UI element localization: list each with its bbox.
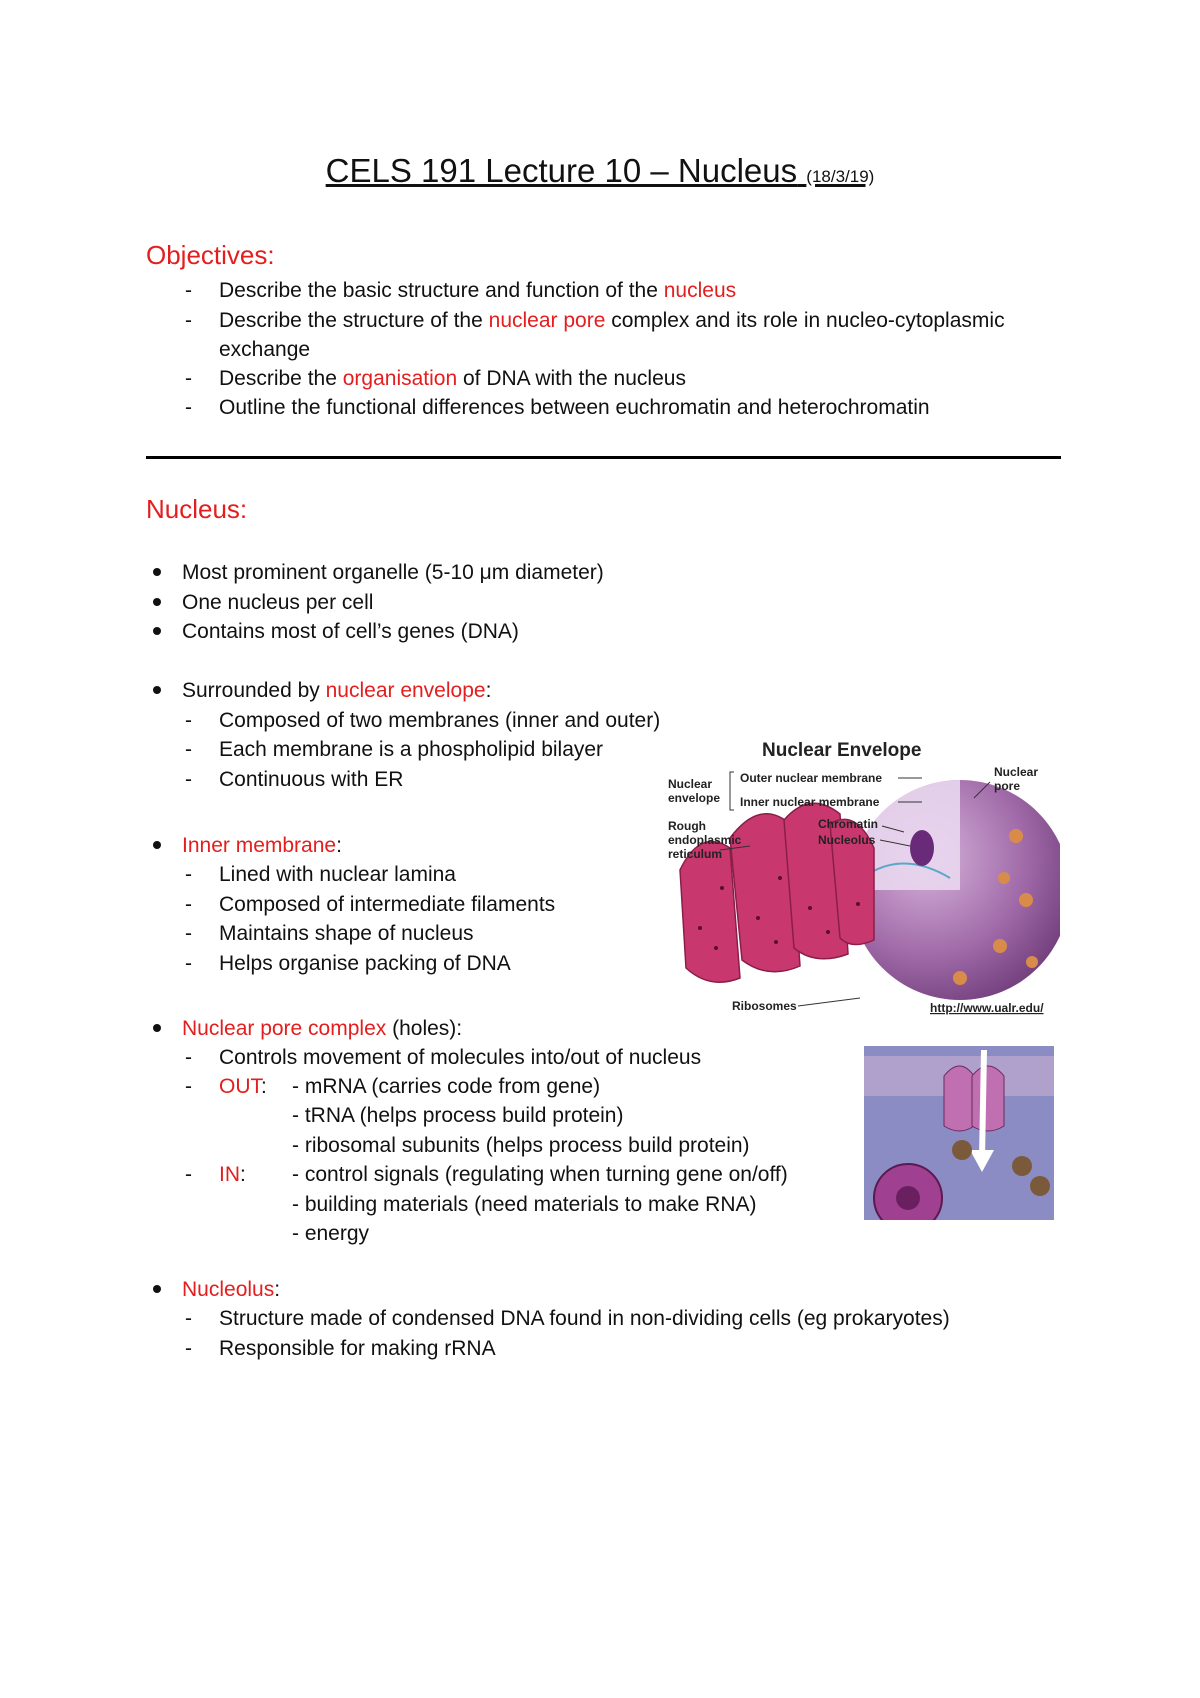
label-rough-er: endoplasmic: [668, 833, 742, 847]
bullet-dot: [153, 568, 161, 576]
label-nucleolus: Nucleolus: [818, 833, 876, 847]
sub-item: Each membrane is a phospholipid bilayer: [219, 738, 604, 761]
dash-marker: -: [185, 1046, 192, 1069]
objective-item: Describe the organisation of DNA with the nucleus: [219, 367, 686, 390]
in-item: - energy: [292, 1222, 370, 1245]
label-rough-er: Rough: [668, 819, 706, 833]
page-title: [0, 152, 1200, 190]
out-item: - ribosomal subunits (helps process build protein): [292, 1134, 750, 1157]
objectives-heading: Objectives:: [146, 240, 275, 270]
dash-marker: -: [185, 1337, 192, 1360]
out-item: - tRNA (helps process build protein): [292, 1104, 624, 1127]
pore-complex-left: [944, 1066, 974, 1131]
dash-marker: -: [185, 279, 192, 302]
figure-title: Nuclear Envelope: [762, 740, 922, 761]
dash-marker: -: [185, 863, 192, 886]
cargo-molecule: [1030, 1176, 1050, 1196]
pore-complex-right: [972, 1066, 1004, 1131]
label-nuclear-pore: Nuclear: [994, 765, 1039, 779]
sub-item: Responsible for making rRNA: [219, 1337, 496, 1360]
dash-marker: -: [185, 309, 192, 332]
title-date: (18/3/19): [806, 167, 875, 186]
dash-marker: -: [185, 1307, 192, 1330]
objective-item-continued: exchange: [219, 338, 311, 361]
cargo-molecule: [952, 1140, 972, 1160]
sub-item: Helps organise packing of DNA: [219, 952, 511, 975]
sub-item: Lined with nuclear lamina: [219, 863, 456, 886]
objective-item: Describe the basic structure and function of the nucleus: [219, 279, 737, 302]
label-chromatin: Chromatin: [818, 817, 878, 831]
dash-marker: -: [185, 1075, 192, 1098]
dash-marker: -: [185, 768, 192, 791]
bullet-item: Nucleolus:: [182, 1278, 281, 1301]
label-nuclear-envelope: envelope: [668, 791, 721, 805]
dash-marker: -: [185, 396, 192, 419]
bullet-dot: [153, 627, 161, 635]
nuclear-envelope-figure: [660, 728, 1060, 1024]
dash-marker: -: [185, 738, 192, 761]
nucleus-heading: Nucleus:: [146, 494, 248, 524]
out-item: - mRNA (carries code from gene): [292, 1075, 601, 1098]
dash-marker: -: [185, 367, 192, 390]
dash-marker: -: [185, 1163, 192, 1186]
objective-item: Describe the structure of the nuclear pore complex and its role in nucleo-cytoplasmic: [219, 309, 1005, 332]
label-rough-er: reticulum: [668, 847, 723, 861]
sub-item: Composed of two membranes (inner and outer): [219, 709, 661, 732]
bullet-item: One nucleus per cell: [182, 591, 374, 614]
sub-item: Structure made of condensed DNA found in non-dividing cells (eg prokaryotes): [219, 1307, 950, 1330]
out-label: OUT:: [219, 1075, 267, 1098]
label-outer-membrane: Outer nuclear membrane: [740, 771, 883, 785]
dash-marker: -: [185, 922, 192, 945]
sub-item: Controls movement of molecules into/out of nucleus: [219, 1046, 702, 1069]
dash-marker: -: [185, 709, 192, 732]
in-label: IN:: [219, 1163, 246, 1186]
bullet-dot: [153, 841, 161, 849]
bullet-item: Most prominent organelle (5-10 μm diameter): [182, 561, 604, 584]
section-divider: [146, 456, 1061, 459]
label-nuclear-envelope: Nuclear: [668, 777, 713, 791]
cargo-molecule: [1012, 1156, 1032, 1176]
dash-marker: -: [185, 952, 192, 975]
sub-item: Continuous with ER: [219, 768, 404, 791]
bullet-dot: [153, 1285, 161, 1293]
bullet-dot: [153, 686, 161, 694]
label-ribosomes: Ribosomes: [732, 999, 797, 1013]
bullet-item: Inner membrane:: [182, 834, 342, 857]
figure-source-url: http://www.ualr.edu/: [930, 1001, 1044, 1015]
in-item: - building materials (need materials to make RNA): [292, 1193, 757, 1216]
objective-item: Outline the functional differences between euchromatin and heterochromatin: [219, 396, 930, 419]
transport-arrow-shaft: [982, 1050, 984, 1158]
sub-item: Composed of intermediate filaments: [219, 893, 556, 916]
nucleolus-shape: [910, 830, 934, 866]
bullet-item: Nuclear pore complex (holes):: [182, 1017, 463, 1040]
sub-item: Maintains shape of nucleus: [219, 922, 474, 945]
dash-marker: -: [185, 893, 192, 916]
title-main: CELS 191 Lecture 10 – Nucleus: [325, 152, 798, 189]
bullet-item: Contains most of cell’s genes (DNA): [182, 620, 519, 643]
bullet-dot: [153, 1024, 161, 1032]
bullet-dot: [153, 598, 161, 606]
pore-center: [896, 1186, 920, 1210]
bullet-item: Surrounded by nuclear envelope:: [182, 679, 492, 702]
in-item: - control signals (regulating when turning gene on/off): [292, 1163, 788, 1186]
envelope-brace: [730, 772, 734, 810]
label-inner-membrane: Inner nuclear membrane: [740, 795, 880, 809]
label-nuclear-pore: pore: [994, 779, 1021, 793]
nuclear-pore-transport-image: [864, 1046, 1054, 1220]
